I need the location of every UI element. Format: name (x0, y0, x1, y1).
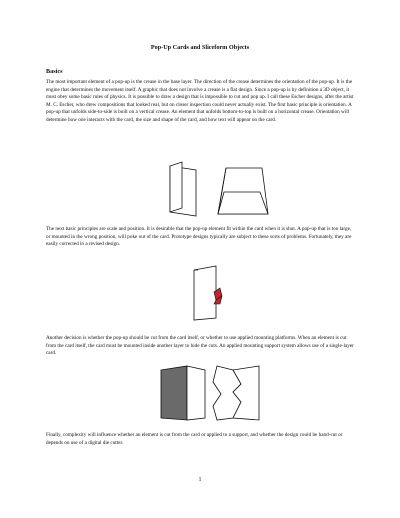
cut-card-and-applied-support-card-icon (155, 362, 265, 422)
paragraph-orientation: The most important element of a pop-up is the crease in the base layer. The direction of the crease determines the orientation of the pop-up. It is the engine that determines the movement itself. A graphic that does not involve a crease is a flat design. Since a pop-up is by definition a 3D object, it must obey some basic rules of physics. It is possible to draw a design that is impossible to cut and pop up. I call these Escher designs, after the artist M. C. Escher, who drew compositions that looked real, but on closer inspection could never actually exist. The first basic principle is orientation. A pop-up that unfolds side-to-side is built on a vertical crease. An element that unfolds bottom-to-top is built on a horizontal crease. Orientation will determine how one interacts with the card, the size and shape of the card, and how text will appear on the card. (46, 79, 354, 123)
page-title: Pop-Up Cards and Sliceform Objects (150, 44, 250, 51)
card-with-oversized-popup-icon (190, 262, 230, 322)
paragraph-cut-vs-applied: Another decision is whether the pop-up should be cut from the card itself, or whether to use applied mounting platforms. When an element is cut from the card itself, the card must be mounted inside another layer to hide the cuts. An applied mounting support system allows use of a single-layer card. (46, 335, 354, 357)
vertical-fold-card-and-horizontal-fold-card-icon (160, 160, 270, 220)
section-heading: Basics (46, 68, 63, 75)
page-number: 1 (198, 477, 202, 483)
paragraph-scale-position: The next basic principles are scale and position. It is desirable that the pop-up element fit within the card when it is shut. A pop-up that is too large, or mounted in the wrong position, will poke out of the card. Prototype designs typically are subject to these sorts of problems. Fortunately, they are easily corrected in a revised design. (46, 226, 352, 248)
paragraph-complexity: Finally, complexity will influence whether an element is cut from the card or applied to a support, and whether the design could be hand-cut or depends on use of a digital die cutter. (46, 432, 343, 446)
